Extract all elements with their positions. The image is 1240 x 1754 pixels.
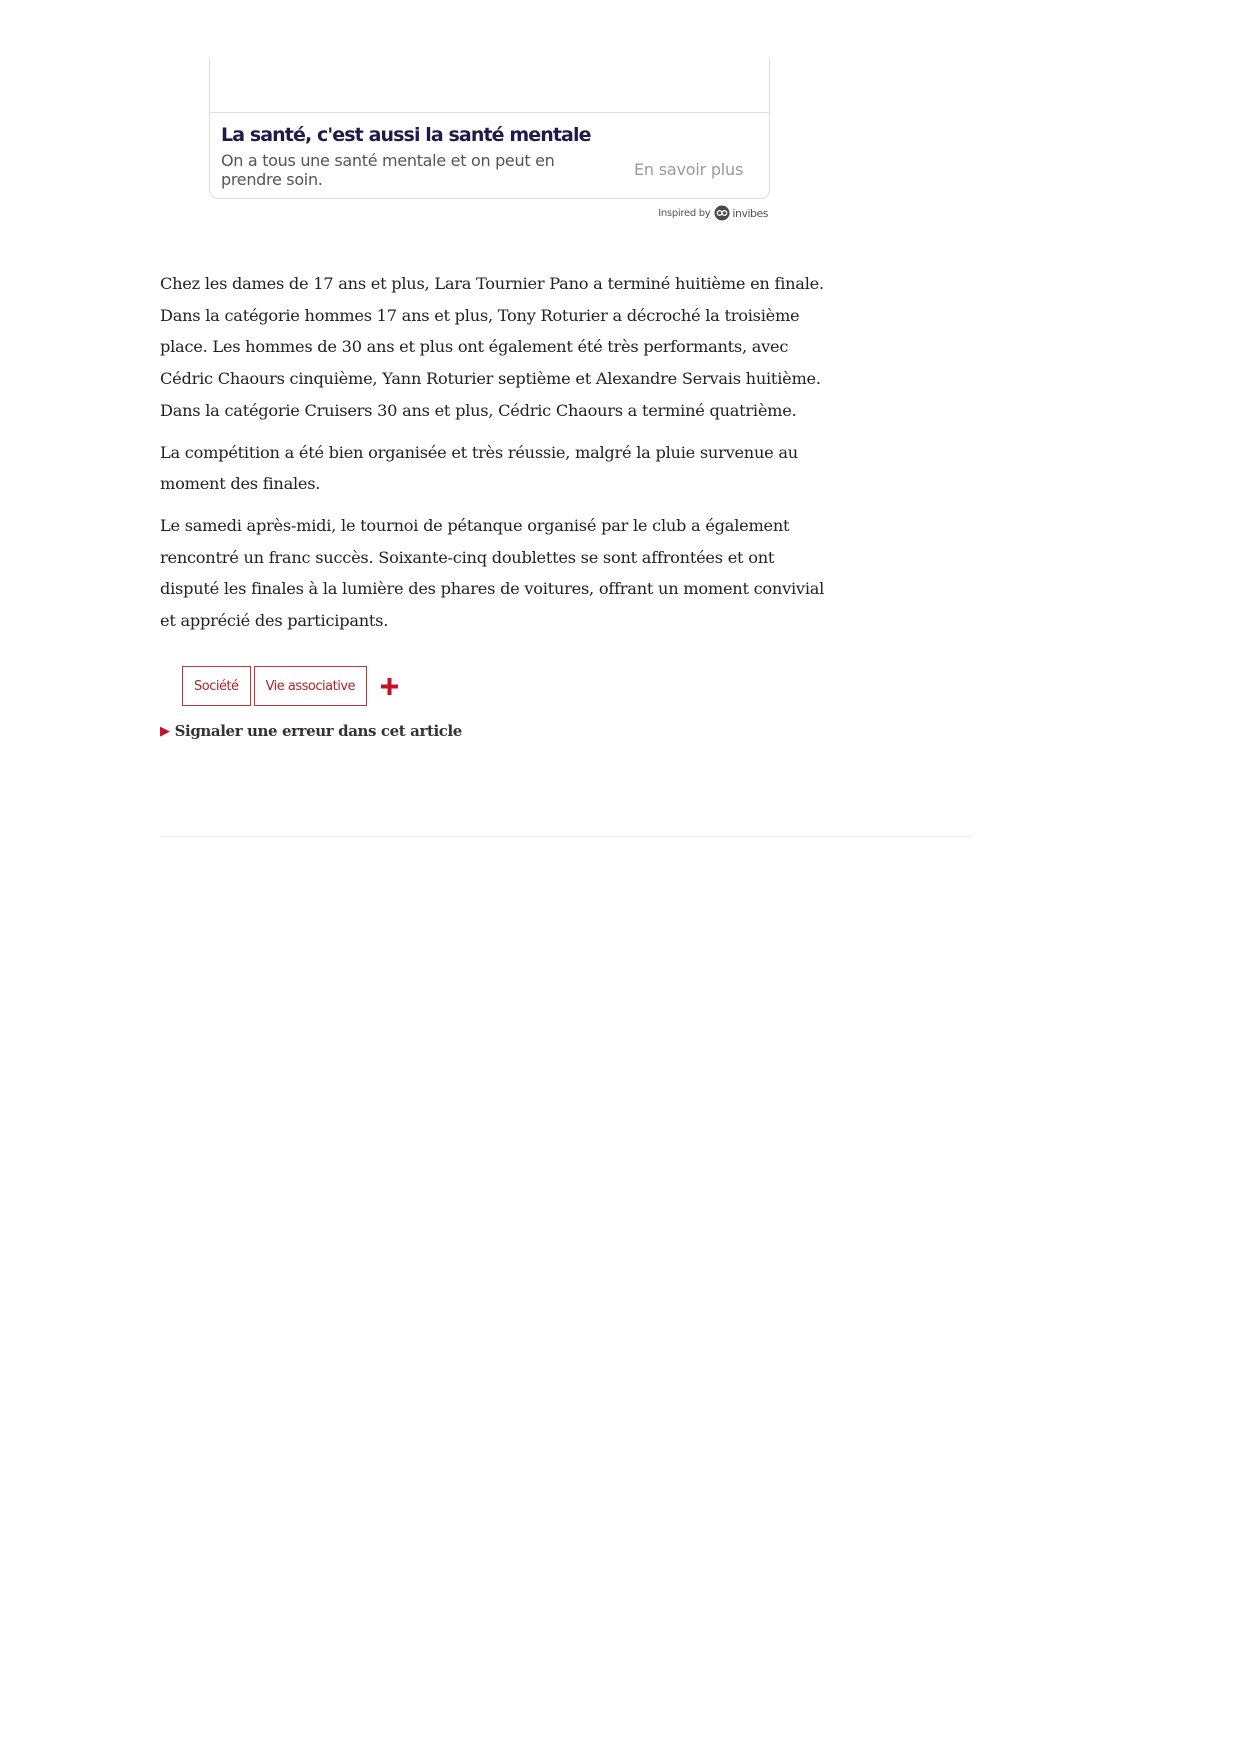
sponsored-ad-card[interactable] bbox=[209, 58, 770, 199]
article-body bbox=[160, 268, 830, 647]
more-tags-button[interactable] bbox=[379, 676, 399, 696]
ad-credit[interactable] bbox=[660, 204, 768, 222]
tag-societe[interactable]: Société bbox=[182, 666, 251, 706]
article-tags bbox=[182, 666, 399, 706]
ad-learn-more-button[interactable]: En savoir plus bbox=[634, 160, 744, 179]
invibes-logo bbox=[714, 205, 768, 221]
play-arrow-icon: ▶ bbox=[160, 723, 170, 739]
invibes-logo-icon bbox=[714, 205, 730, 221]
invibes-brand-name: invibes bbox=[732, 206, 768, 220]
section-divider bbox=[160, 836, 972, 837]
tag-vie-associative[interactable]: Vie associative bbox=[254, 666, 367, 706]
report-error-label: Signaler une erreur dans cet article bbox=[174, 722, 462, 740]
ad-title[interactable]: La santé, c'est aussi la santé mentale bbox=[221, 124, 591, 146]
article-paragraph: La compétition a été bien organisée et très réussie, malgré la pluie survenue au moment des finales. bbox=[160, 442, 798, 494]
article-paragraph: Chez les dames de 17 ans et plus, Lara Tournier Pano a terminé huitième en finale. Dans la catégorie hommes 17 ans et plus, Tony Roturier a décroché la troisième place. Les hommes de 30 ans et plus ont également été très performants, avec Cédric Chaours cinquième, Yann Roturier septième et Alexandre Servais huitième. Dans la catégorie Cruisers 30 ans et plus, Cédric Chaours a terminé quatrième. bbox=[160, 274, 824, 420]
ad-media-area[interactable] bbox=[210, 58, 769, 113]
plus-icon bbox=[381, 678, 398, 695]
ad-credit-label: Inspired by bbox=[658, 207, 711, 219]
ad-description: On a tous une santé mentale et on peut en prendre soin. bbox=[221, 151, 555, 189]
ad-body bbox=[210, 113, 769, 199]
article-paragraph: Le samedi après-midi, le tournoi de pétanque organisé par le club a également rencontré un franc succès. Soixante-cinq doublettes se sont affrontées et ont disputé les finales à la lumière des phares de voitures, offrant un moment convivial et apprécié des participants. bbox=[160, 515, 825, 631]
report-error-link[interactable] bbox=[160, 722, 462, 740]
